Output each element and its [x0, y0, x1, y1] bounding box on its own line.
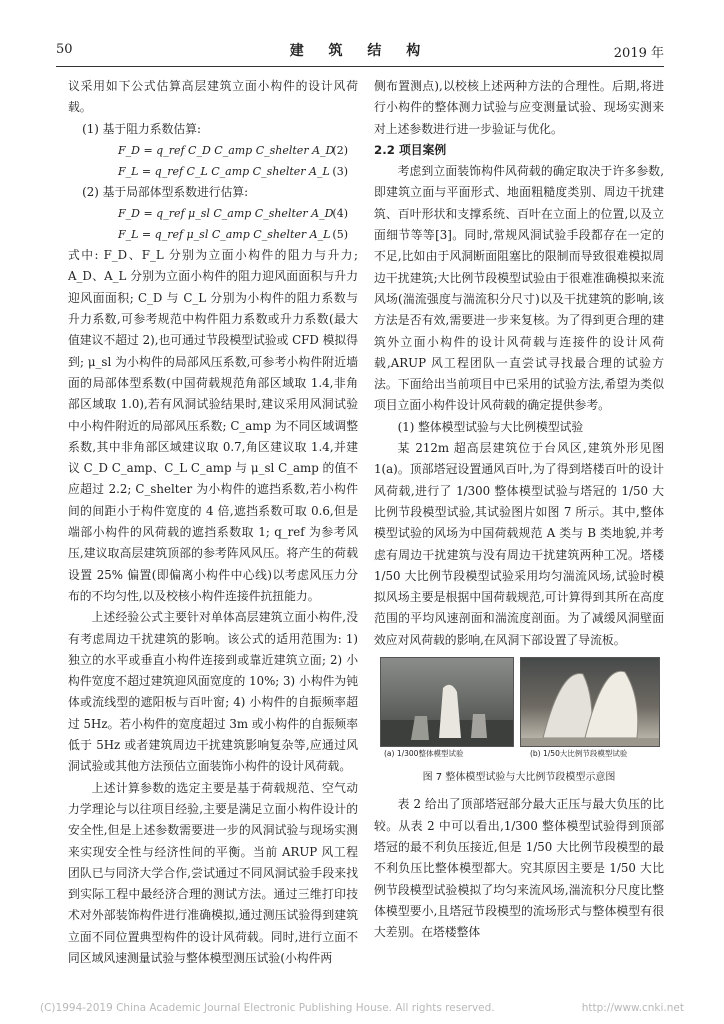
right-column	[374, 76, 664, 943]
method-heading-drag: (1) 基于阻力系数估算:	[82, 121, 201, 136]
equation-4-formula: F_D = q_ref μ_sl C_amp C_shelter A_D	[118, 207, 334, 221]
sectional-model-illustration	[521, 658, 659, 746]
equation-5-number: (5)	[332, 228, 348, 242]
equation-3	[68, 161, 358, 182]
cnki-link[interactable]: http://www.cnki.net	[581, 1002, 684, 1014]
journal-title: 建 筑 结 构	[289, 43, 431, 59]
running-header	[56, 40, 664, 62]
method-heading-shape: (2) 基于局部体型系数进行估算:	[82, 184, 249, 199]
equation-5-formula: F_L = q_ref μ_sl C_amp C_shelter A_L	[118, 228, 331, 242]
footer	[40, 1002, 684, 1014]
arup-paragraph: 上述计算参数的选定主要是基于荷载规范、空气动力学理论与以往项目经验,主要是满足立面小构件设计的安全性,但是上述参数需要进一步的风洞试验与现场实测来实现安全性与经济性间的平衡。当前 ARUP 风工程团队已与同济大学合作,尝试通过不同风洞试验手段来找到实际工程中最经济合理的测试方法。通过三维打印技术对外部装饰构件进行准确模拟,通过测压试验得到建筑立面不同位置典型构件的设计风荷载。同时,进行立面不同区域风速测量试验与整体模型测压试验(小构件两	[68, 780, 358, 965]
header-rule	[56, 66, 664, 67]
equation-2-number: (2)	[332, 143, 348, 157]
caption-b: (b) 1/50大比例节段模型试验	[530, 749, 628, 759]
equation-3-number: (3)	[332, 164, 348, 178]
photo-sectional-model	[520, 657, 660, 747]
issue-year: 2019 年	[613, 46, 664, 61]
scope-paragraph: 上述经验公式主要针对单体高层建筑立面小构件,没有考虑周边干扰建筑的影响。该公式的适用范围为: 1) 独立的水平或垂直小构件连接到或靠近建筑立面; 2) 小构件宽度不超过建筑迎风面宽度的 10%; 3) 小构件为钝体或流线型的遮阳板与百叶窗; 4) 小构件的自振频率超过 5Hz。若小构件的宽度超过 3m 或小构件的自振频率低于 5Hz 或者建筑周边干扰建筑影响复杂等,应通过风洞试验或其他方法预估立面装饰小构件的设计风荷载。	[68, 610, 358, 774]
case-paragraph: 考虑到立面装饰构件风荷载的确定取决于许多参数,即建筑立面与平面形式、地面粗糙度类别、周边干扰建筑、百叶形状和支撑系统、百叶在立面上的位置,以及立面细节等等[3]。同时,常规风洞试验手段都存在一定的不足,比如由于风洞断面阻塞比的限制而导致很难模拟周边干扰建筑;大比例节段模型试验由于很难准确模拟来流风场(湍流强度与湍流积分尺寸)以及干扰建筑的影响,该方法是否有效,需要进一步来复核。为了得到更合理的建筑外立面小构件的设计风荷载与连接件的设计风荷载,ARUP 风工程团队一直尝试寻找最合理的试验方法。下面给出当前项目中已采用的试验方法,希望为类似项目立面小构件设计风荷载的确定提供参考。	[374, 164, 664, 413]
equation-5	[68, 224, 358, 245]
equation-4	[68, 203, 358, 224]
copyright-notice: (C)1994-2019 China Academic Journal Electronic Publishing House. All rights reserved.	[40, 1002, 495, 1014]
equation-3-formula: F_L = q_ref C_L C_amp C_shelter A_L	[118, 164, 330, 178]
page-number: 50	[56, 42, 73, 57]
test-heading: (1) 整体模型试验与大比例模型试验	[397, 419, 584, 434]
section-heading: 2.2 项目案例	[374, 142, 447, 157]
variable-definitions: 式中: F_D、F_L 分别为立面小构件的阻力与升力; A_D、A_L 分别为立面小构件的阻力迎风面面积与升力迎风面面积; C_D 与 C_L 分别为小构件的阻力系数与升力系数,可参考规范中构件阻力系数或升力系数(最大值建议不超过 2),也可通过节段模型试验或 CFD 模拟得到; μ_sl 为小构件的局部风压系数,可参考小构件附近墙面的局部体型系数(中国荷载规范角部区域取 1.4,非角部区域取 1.0),若有风洞试验结果时,建议采用风洞试验中小构件附近的局部风压系数; C_amp 为不同区域调整系数,其中非角部区域建议取 0.7,角区建议取 1.4,并建议 C_D C_amp、C_L C_amp 与 μ_sl C_amp 的值不应超过 2.2; C_shelter 为小构件的遮挡系数,若小构件间的间距小于构件宽度的 4 倍,遮挡系数可取 0.6,但是端部小构件的风荷载的遮挡系数取 1; q_ref 为参考风压,建议取高层建筑顶部的参考阵风风压。将产生的荷载设置 25% 偏置(即偏离小构件中心线)以考虑风压力分布的不均匀性,以及校核小构件连接件抗扭能力。	[68, 248, 358, 603]
intro-paragraph: 议采用如下公式估算高层建筑立面小构件的设计风荷载。	[68, 79, 358, 115]
caption-a: (a) 1/300整体模型试验	[384, 749, 464, 759]
equation-4-number: (4)	[332, 207, 348, 221]
left-column	[68, 76, 358, 969]
continued-paragraph: 侧布置测点),以校核上述两种方法的合理性。后期,将进行小构件的整体测力试验与应变测量试验、现场实测来对上述参数进行进一步验证与优化。	[374, 79, 664, 136]
equation-2-formula: F_D = q_ref C_D C_amp C_shelter A_D	[118, 143, 335, 157]
photo-whole-model	[380, 657, 514, 747]
table-paragraph: 表 2 给出了顶部塔冠部分最大正压与最大负压的比较。从表 2 中可以看出,1/300 整体模型试验得到顶部塔冠的最不利负压接近,但是 1/50 大比例节段模型的最不利负压比整体模型都大。究其原因主要是 1/50 大比例节段模型试验模拟了均匀来流风场,湍流积分尺度比整体模型要小,且塔冠节段模型的流场形式与整体模型有很大差别。在塔楼整体	[374, 797, 664, 940]
figure-7	[374, 657, 664, 765]
whole-model-illustration	[381, 658, 513, 746]
equation-2	[68, 140, 358, 161]
figure-7-caption: 图 7 整体模型试验与大比例节段模型示意图	[422, 772, 616, 784]
test-paragraph: 某 212m 超高层建筑位于台风区,建筑外形见图 1(a)。顶部塔冠设置通风百叶,为了得到塔楼百叶的设计风荷载,进行了 1/300 整体模型试验与塔冠的 1/50 大比例节段模型试验,其试验图片如图 7 所示。其中,整体模型试验的风场为中国荷载规范 A 类与 B 类地貌,并考虑有周边干扰建筑与没有周边干扰建筑两种工况。塔楼 1/50 大比例节段模型试验采用均匀湍流风场,试验时模拟风场主要是根据中国荷载规范,可计算得到其所在高度范围的平均风速剖面和湍流度剖面。为了减缓风洞壁面效应对风荷载的影响,在风洞下部设置了导流板。	[374, 441, 664, 647]
